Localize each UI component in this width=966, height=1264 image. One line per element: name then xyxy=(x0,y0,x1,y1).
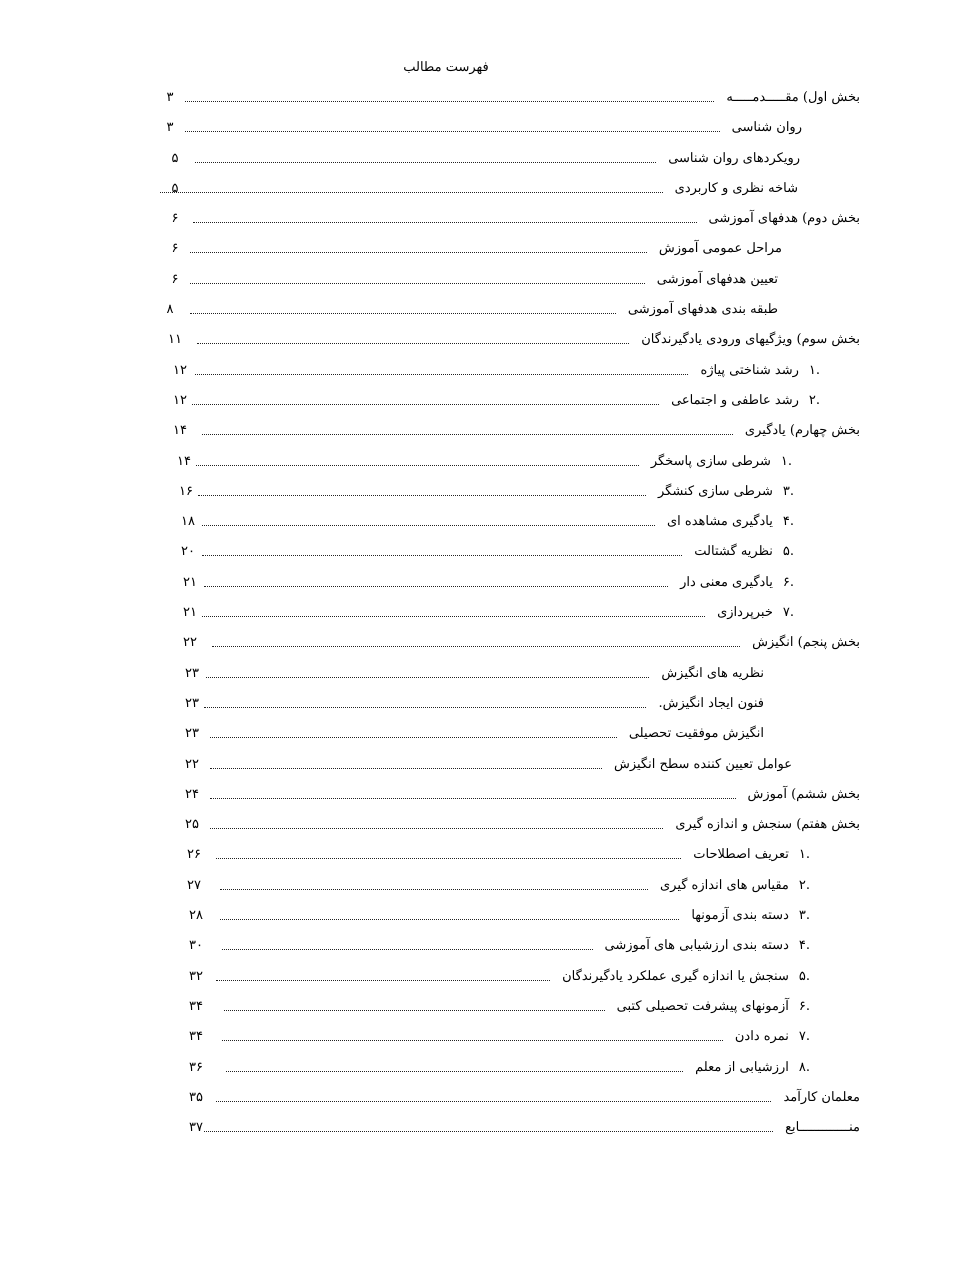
toc-entry[interactable] xyxy=(150,631,860,661)
toc-entry-page-number: ۳ xyxy=(166,120,174,136)
toc-dot-leader xyxy=(202,616,705,617)
toc-entry-text: رشد عاطفی و اجتماعی xyxy=(671,392,799,408)
toc-entry-page-number: ۲۷ xyxy=(187,877,201,893)
toc-entry[interactable] xyxy=(150,1086,860,1116)
toc-entry-page-number: ۲۲ xyxy=(183,635,197,651)
toc-entry-text: نظریه گشتالت xyxy=(694,544,773,560)
toc-dot-leader xyxy=(216,1101,771,1102)
toc-entry[interactable] xyxy=(150,662,860,692)
toc-entry-text: بخش پنجم) انگیزش xyxy=(752,635,860,651)
toc-entry[interactable] xyxy=(150,813,860,843)
toc-entry-text: مراحل عمومی آموزش xyxy=(658,241,782,257)
toc-entry[interactable] xyxy=(150,1025,860,1055)
toc-entry-number: .۴ xyxy=(782,514,794,530)
toc-entry-text: خبرپردازی xyxy=(717,605,773,621)
toc-dot-leader xyxy=(185,131,720,132)
toc-entry-label xyxy=(785,1120,860,1135)
toc-entry-label xyxy=(614,757,792,772)
toc-entry[interactable] xyxy=(150,753,860,783)
toc-entry-text: معلمان کارآمد xyxy=(783,1089,860,1105)
toc-entry-label xyxy=(675,181,798,196)
toc-dot-leader xyxy=(192,404,659,405)
toc-entry-page-number: ۱۴ xyxy=(177,453,191,469)
toc-entry[interactable] xyxy=(150,934,860,964)
toc-entry[interactable] xyxy=(150,571,860,601)
toc-dot-leader xyxy=(195,162,656,163)
toc-entry-page-number: ۳۲ xyxy=(189,968,203,984)
toc-entry-number: .۵ xyxy=(782,544,794,560)
toc-entry-label xyxy=(745,423,860,438)
toc-entry-number: .۳ xyxy=(798,908,810,924)
toc-entry-number: .۴ xyxy=(798,938,810,954)
toc-entry-label xyxy=(752,635,860,650)
toc-dot-leader xyxy=(185,101,714,102)
toc-entry-label xyxy=(783,1090,860,1105)
toc-entry[interactable] xyxy=(150,207,860,237)
toc-entry-label xyxy=(661,666,764,681)
toc-entry-number: .۷ xyxy=(782,605,794,621)
toc-entry-page-number: ۱۴ xyxy=(173,423,187,439)
toc-dot-leader xyxy=(190,252,647,253)
toc-entry-text: بخش چهارم) یادگیری xyxy=(744,423,860,439)
toc-entry-number: .۸ xyxy=(798,1059,810,1075)
toc-entry-label xyxy=(628,302,778,317)
toc-entry-page-number: ۳۷ xyxy=(189,1120,203,1136)
toc-entry-number: .۶ xyxy=(798,998,810,1014)
toc-entry[interactable] xyxy=(150,450,860,480)
toc-dot-leader xyxy=(202,525,655,526)
toc-entry-text: نمره دادن xyxy=(734,1029,789,1045)
toc-entry[interactable] xyxy=(150,359,860,389)
toc-entry-label xyxy=(617,999,810,1014)
toc-entry-number: .۱ xyxy=(808,362,820,378)
toc-entry[interactable] xyxy=(150,177,860,207)
toc-entry-label xyxy=(659,241,782,256)
toc-entry-label xyxy=(700,363,820,378)
toc-entry-page-number: ۱۱ xyxy=(168,332,182,348)
toc-entry-page-number: ۱۲ xyxy=(173,362,187,378)
toc-entry-text: تعریف اصطلاحات xyxy=(693,847,789,863)
toc-entry[interactable] xyxy=(150,1116,860,1146)
toc-entry-text: رشد شناختی پیاژه xyxy=(700,362,799,378)
toc-dot-leader xyxy=(210,768,602,769)
toc-entry-text: بخش دوم) هدفهای آموزشی xyxy=(708,211,860,227)
toc-entry-page-number: ۸ xyxy=(166,302,174,318)
toc-entry-page-number: ۶ xyxy=(171,271,179,287)
toc-entry-page-number: ۶ xyxy=(171,211,179,227)
toc-dot-leader xyxy=(190,313,616,314)
toc-dot-leader xyxy=(197,343,629,344)
toc-entry[interactable] xyxy=(150,601,860,631)
toc-entry-label xyxy=(660,878,810,893)
toc-dot-leader xyxy=(216,858,681,859)
toc-entry-label xyxy=(658,484,794,499)
toc-entry-page-number: ۳۰ xyxy=(189,938,203,954)
toc-dot-leader xyxy=(210,828,663,829)
toc-entry-label xyxy=(680,575,794,590)
toc-entry-page-number: ۳۴ xyxy=(189,998,203,1014)
toc-title: فهرست مطالب xyxy=(403,60,489,75)
toc-entry-label xyxy=(675,817,860,832)
toc-entry[interactable] xyxy=(150,147,860,177)
toc-entry-label xyxy=(694,544,794,559)
toc-entry-label xyxy=(667,514,794,529)
toc-dot-leader xyxy=(220,919,679,920)
toc-entry[interactable] xyxy=(150,328,860,358)
toc-entry-page-number: ۳ xyxy=(166,90,174,105)
toc-dot-leader xyxy=(195,374,688,375)
toc-entry-page-number: ۲۶ xyxy=(187,847,201,863)
toc-entry-label xyxy=(668,151,800,166)
toc-entry-number: .۲ xyxy=(798,877,810,893)
toc-entry-label xyxy=(562,969,810,984)
toc-dot-leader xyxy=(198,495,646,496)
toc-dot-leader xyxy=(206,677,649,678)
toc-dot-leader xyxy=(210,798,736,799)
toc-dot-leader xyxy=(204,707,646,708)
toc-entry[interactable] xyxy=(150,510,860,540)
toc-dot-leader xyxy=(222,949,593,950)
toc-entry[interactable] xyxy=(150,116,860,146)
toc-dot-leader xyxy=(204,586,668,587)
toc-dot-leader xyxy=(210,737,617,738)
toc-entry[interactable] xyxy=(150,965,860,995)
toc-entry-text: ارزشیابی از معلم xyxy=(695,1059,789,1075)
toc-entry-label xyxy=(695,1060,810,1075)
toc-entry-page-number: ۶ xyxy=(171,241,179,257)
toc-dot-leader xyxy=(216,980,550,981)
toc-dot-leader xyxy=(212,646,740,647)
toc-entry-page-number: ۲۰ xyxy=(181,544,195,560)
toc-entry-text: بخش اول) مقـــــدمـــــه xyxy=(726,90,860,105)
toc-entry-label xyxy=(726,90,860,105)
toc-entry-text: مقیاس های اندازه گیری xyxy=(659,877,789,893)
toc-dot-leader xyxy=(202,434,733,435)
toc-entry-page-number: ۲۵ xyxy=(185,817,199,833)
toc-entry-label xyxy=(651,454,792,469)
toc-entry-label xyxy=(732,120,802,135)
toc-entry-text: شرطی سازی پاسخگر xyxy=(650,453,771,469)
toc-entry-text: یادگیری معنی دار xyxy=(680,574,773,590)
toc-entry-page-number: ۲۳ xyxy=(185,695,199,711)
toc-dot-leader xyxy=(193,222,697,223)
toc-entry-text: بخش سوم) ویژگیهای ورودی یادگیرندگان xyxy=(641,332,860,348)
toc-entry[interactable] xyxy=(150,268,860,298)
toc-entry-label xyxy=(735,1029,810,1044)
toc-entry-page-number: ۲۱ xyxy=(183,574,197,590)
toc-entry-text: شرطی سازی کنشگر xyxy=(657,483,773,499)
toc-entry-page-number: ۱۶ xyxy=(179,483,193,499)
toc-entry-page-number: ۲۳ xyxy=(185,665,199,681)
toc-entry-page-number: ۲۸ xyxy=(189,908,203,924)
toc-entry-text: بخش هفتم) سنجش و اندازه گیری xyxy=(675,817,860,833)
toc-dot-leader xyxy=(202,555,682,556)
toc-entry-label xyxy=(671,393,820,408)
toc-entry-text: بخش ششم) آموزش xyxy=(747,786,860,802)
toc-dot-leader xyxy=(224,1010,605,1011)
toc-entry[interactable] xyxy=(150,298,860,328)
toc-entry-page-number: ۱۸ xyxy=(181,514,195,530)
toc-dot-leader xyxy=(222,1040,723,1041)
toc-entry[interactable] xyxy=(150,843,860,873)
toc-entry-page-number: ۵ xyxy=(171,180,179,196)
toc-entry-page-number: ۲۲ xyxy=(185,756,199,772)
toc-entry-page-number: ۵ xyxy=(171,150,179,166)
toc-entry[interactable] xyxy=(150,874,860,904)
toc-entry-label xyxy=(709,211,861,226)
toc-entry[interactable] xyxy=(150,419,860,449)
toc-entry[interactable] xyxy=(150,783,860,813)
toc-entry[interactable] xyxy=(150,237,860,267)
toc-entry-page-number: ۲۳ xyxy=(185,726,199,742)
toc-entry-label xyxy=(605,938,810,953)
toc-entry-label xyxy=(693,847,810,862)
toc-entry-number: .۲ xyxy=(808,392,820,408)
toc-entry-text: رویکردهای روان شناسی xyxy=(668,150,800,166)
toc-entry[interactable] xyxy=(150,86,860,116)
toc-entry-number: .۳ xyxy=(782,483,794,499)
toc-entry-page-number: ۱۲ xyxy=(173,392,187,408)
toc-entry-text: منـــــــــــــابع xyxy=(785,1120,860,1136)
toc-entry[interactable] xyxy=(150,389,860,419)
toc-dot-leader xyxy=(226,1071,683,1072)
toc-entry-number: .۵ xyxy=(798,968,810,984)
toc-entry-page-number: ۲۱ xyxy=(183,605,197,621)
toc-entry-text: روان شناسی xyxy=(731,120,802,136)
toc-entry-label xyxy=(658,696,764,711)
toc-dot-leader xyxy=(196,465,639,466)
toc-entry-text: انگیزش موفقیت تحصیلی xyxy=(628,726,764,742)
toc-entry-text: سنجش یا اندازه گیری عملکرد یادگیرندگان xyxy=(562,968,789,984)
toc-entry[interactable] xyxy=(150,722,860,752)
toc-entry-page-number: ۲۴ xyxy=(185,786,199,802)
toc-entry[interactable] xyxy=(150,692,860,722)
toc-entry-text: دسته بندی آزمونها xyxy=(691,908,789,924)
table-of-contents xyxy=(150,86,860,1146)
toc-entry-number: .۱ xyxy=(798,847,810,863)
toc-entry-label xyxy=(748,787,861,802)
toc-entry-page-number: ۳۵ xyxy=(189,1089,203,1105)
toc-entry-text: یادگیری مشاهده ای xyxy=(666,514,773,530)
toc-entry-text: شاخه نظری و کاربردی xyxy=(674,180,798,196)
toc-entry-number: .۶ xyxy=(782,574,794,590)
toc-entry-text: دسته بندی ارزشیابی های آموزشی xyxy=(604,938,789,954)
toc-entry-text: عوامل تعیین کننده سطح انگیزش xyxy=(613,756,792,772)
toc-entry-text: فنون ایجاد انگیزش. xyxy=(658,695,764,711)
toc-dot-leader xyxy=(204,1131,773,1132)
toc-entry[interactable] xyxy=(150,480,860,510)
toc-entry-text: تعیین هدفهای آموزشی xyxy=(656,271,778,287)
toc-entry-label xyxy=(691,908,810,923)
toc-entry-text: آزمونهای پیشرفت تحصیلی کتبی xyxy=(616,998,789,1014)
toc-entry-label xyxy=(717,605,794,620)
toc-entry-page-number: ۳۴ xyxy=(189,1029,203,1045)
toc-dot-leader xyxy=(160,192,663,193)
toc-entry[interactable] xyxy=(150,540,860,570)
toc-entry-page-number: ۳۶ xyxy=(189,1059,203,1075)
toc-entry[interactable] xyxy=(150,995,860,1025)
toc-dot-leader xyxy=(190,283,645,284)
toc-entry-number: .۱ xyxy=(780,453,792,469)
toc-entry-label xyxy=(641,332,860,347)
toc-entry-label xyxy=(657,272,778,287)
toc-entry-label xyxy=(629,726,764,741)
toc-entry-number: .۷ xyxy=(798,1029,810,1045)
toc-entry[interactable] xyxy=(150,904,860,934)
toc-dot-leader xyxy=(220,889,648,890)
toc-entry-text: طبقه بندی هدفهای آموزشی xyxy=(627,302,778,318)
toc-entry-text: نظریه های انگیزش xyxy=(661,665,764,681)
toc-entry[interactable] xyxy=(150,1056,860,1086)
